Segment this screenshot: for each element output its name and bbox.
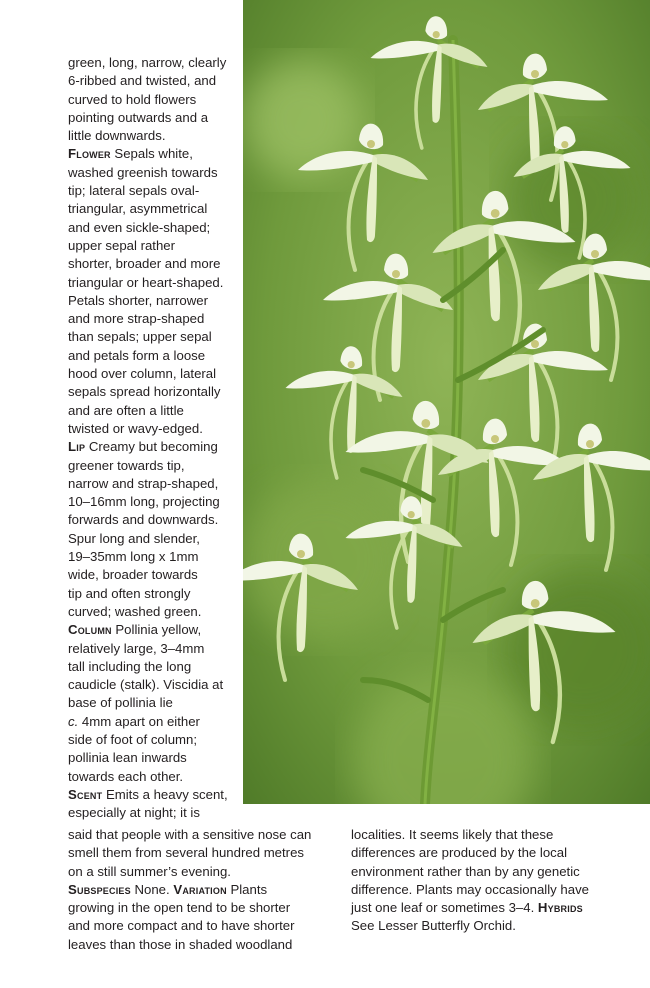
text-line [68,328,240,346]
text-run: localities. It seems likely that these [351,827,554,842]
text-run: Sepals white, [110,146,193,162]
text-line [68,640,240,658]
text-run: 10–16mm long, projecting [68,494,220,510]
text-line [68,219,240,237]
text-run: little downwards. [68,128,166,144]
text-line [351,863,601,881]
text-line [68,72,240,90]
text-line [68,731,240,749]
text-run: greener towards tip, [68,457,185,473]
text-run: Creamy but becoming [85,439,218,455]
text-line [68,237,240,255]
section-heading: Lip [68,439,86,455]
text-run: sepals spread horizontally [68,384,221,400]
text-run: washed greenish towards [68,164,218,180]
text-run: growing in the open tend to be shorter [68,900,291,916]
text-run: green, long, narrow, clearly [68,55,227,70]
text-run: upper sepal rather [68,237,176,253]
text-line [68,365,240,383]
text-line [68,844,340,862]
section-heading: Column [68,622,112,638]
text-run: Emits a heavy scent, [102,786,228,802]
text-run: smell them from several hundred metres [68,845,304,861]
body-text-column-bottom-right [351,826,601,936]
text-line [68,200,240,218]
text-run: curved; washed green. [68,603,202,619]
text-run: and even sickle-shaped; [68,219,211,235]
text-line [68,457,240,475]
text-line [68,54,240,72]
text-line [68,585,240,603]
text-line [68,881,340,899]
text-line [68,493,240,511]
text-line [68,899,340,917]
text-run: tall including the long [68,658,192,674]
section-heading: Scent [68,786,103,802]
section-heading: Variation [173,881,227,897]
text-run: None. [130,881,174,897]
text-run: pollinia lean inwards [68,750,187,766]
text-line [68,109,240,127]
text-line [68,786,240,804]
text-run: Plants [226,881,268,897]
text-run: forwards and downwards. [68,512,219,528]
text-run: wide, broader towards [68,567,198,583]
text-run: Pollinia yellow, [111,622,202,638]
text-run: and more compact and to have shorter [68,918,295,934]
text-line [351,881,601,899]
text-line [68,310,240,328]
text-line [351,917,601,935]
text-run: 19–35mm long x 1mm [68,549,199,565]
section-heading: Subspecies [68,881,131,897]
text-run: than sepals; upper sepal [68,329,212,345]
text-line [68,713,240,731]
text-line [68,621,240,639]
text-line [351,899,601,917]
text-run: caudicle (stalk). Viscidia at [68,677,224,693]
text-line [68,826,340,844]
text-run: difference. Plants may occasionally have [351,881,589,897]
text-run: tip; lateral sepals oval- [68,183,200,199]
text-run: and petals form a loose [68,347,206,363]
text-run: 6-ribbed and twisted, and [68,73,217,89]
text-line [68,182,240,200]
text-run: shorter, broader and more [68,256,221,272]
text-run: base of pollinia lie [68,695,173,711]
section-heading: Hybrids [537,900,583,916]
text-line [68,420,240,438]
text-run: on a still summer’s evening. [68,863,231,879]
text-run: and are often a little [68,402,184,418]
text-run: and more strap-shaped [68,311,205,327]
text-run: differences are produced by the local [351,845,568,861]
text-line [68,530,240,548]
text-line [68,145,240,163]
text-line [68,402,240,420]
text-run: environment rather than by any genetic [351,863,580,879]
body-text-column-bottom-left [68,826,340,954]
text-line [68,274,240,292]
text-run: Petals shorter, narrower [68,292,208,308]
italic-text: c. [68,713,79,729]
text-line [68,548,240,566]
text-run: relatively large, 3–4mm [68,640,205,656]
text-line [68,475,240,493]
text-line [68,383,240,401]
text-line [68,255,240,273]
text-line [68,658,240,676]
text-line [68,603,240,621]
text-line [68,347,240,365]
text-line [68,676,240,694]
text-line [68,804,240,822]
text-run: side of foot of column; [68,731,198,747]
text-run: triangular or heart-shaped. [68,274,224,290]
text-line [68,127,240,145]
section-heading: Flower [68,146,111,162]
text-line [68,511,240,529]
text-run: tip and often strongly [68,585,191,601]
text-line [68,936,340,954]
text-run: hood over column, lateral [68,366,217,382]
text-run: 4mm apart on either [78,713,200,729]
text-line [68,768,240,786]
text-line [68,566,240,584]
text-line [68,438,240,456]
text-run: towards each other. [68,768,184,784]
text-run: twisted or wavy-edged. [68,420,203,436]
text-line [68,91,240,109]
text-run: narrow and strap-shaped, [68,475,219,491]
text-run: Spur long and slender, [68,530,200,546]
text-line [68,863,340,881]
text-line [68,749,240,767]
text-line [68,164,240,182]
text-run: curved to hold flowers [68,91,197,107]
text-run: triangular, asymmetrical [68,201,208,217]
text-line [351,826,601,844]
orchid-flower-spike-icon [243,0,650,804]
text-line [68,292,240,310]
text-run: just one leaf or sometimes 3–4. [351,900,538,916]
body-text-column-top [68,54,240,822]
text-run: especially at night; it is [68,805,200,821]
text-run: said that people with a sensitive nose can [68,827,312,842]
text-line [351,844,601,862]
text-run: pointing outwards and a [68,109,209,125]
text-line [68,694,240,712]
text-run: See Lesser Butterfly Orchid. [351,918,516,934]
orchid-photo [243,0,650,804]
text-line [68,917,340,935]
text-run: leaves than those in shaded woodland [68,936,293,952]
